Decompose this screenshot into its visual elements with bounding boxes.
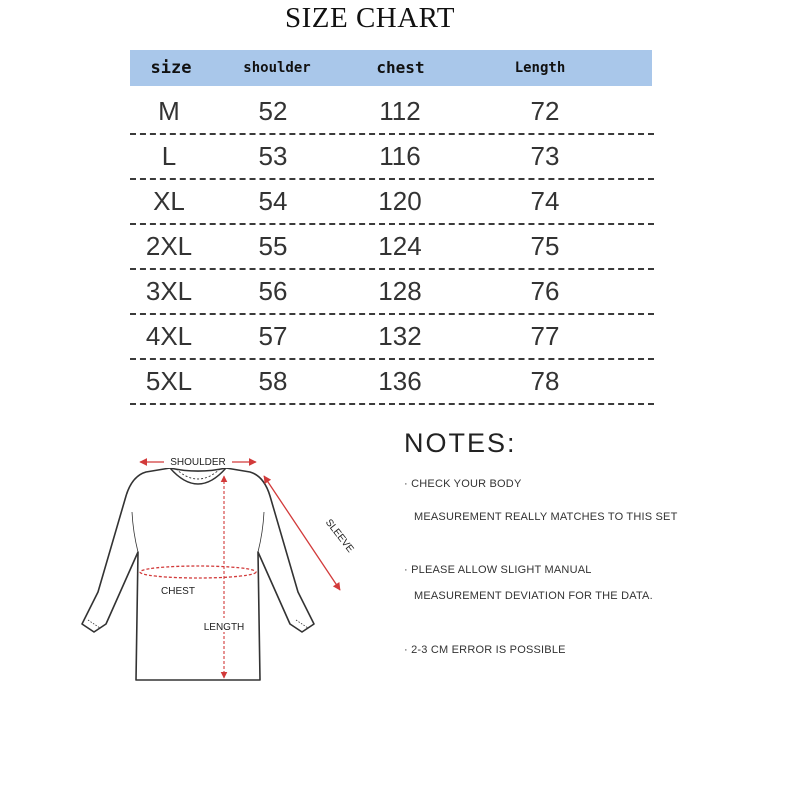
header-chest: chest — [376, 58, 425, 77]
table-row — [130, 180, 654, 225]
chest-cell: 124 — [378, 231, 422, 261]
chest-cell: 116 — [379, 141, 421, 171]
table-row — [130, 270, 654, 315]
chest-cell: 132 — [378, 321, 422, 351]
table-row — [130, 225, 654, 270]
header-shoulder: shoulder — [243, 60, 311, 76]
note-line: MEASUREMENT DEVIATION FOR THE DATA. — [414, 590, 653, 602]
length-cell: 74 — [530, 186, 560, 216]
shoulder-cell: 54 — [258, 186, 288, 216]
table-row — [130, 135, 654, 180]
shirt-measurement-diagram — [58, 442, 398, 704]
size-cell: 2XL — [145, 231, 193, 261]
note-line: · 2-3 CM ERROR IS POSSIBLE — [404, 644, 566, 656]
size-cell: XL — [153, 186, 185, 216]
notes-section — [404, 428, 794, 656]
notes-title: NOTES: — [404, 428, 517, 458]
shoulder-cell: 52 — [258, 96, 288, 126]
size-cell: L — [161, 141, 177, 171]
chest-cell: 128 — [378, 276, 422, 306]
note-line: MEASUREMENT REALLY MATCHES TO THIS SET — [414, 511, 678, 523]
length-cell: 77 — [530, 321, 560, 351]
size-table-body — [130, 90, 654, 405]
size-cell: 4XL — [145, 321, 193, 351]
length-cell: 78 — [530, 366, 560, 396]
shoulder-cell: 58 — [258, 366, 288, 396]
chest-measure-ellipse — [140, 566, 256, 578]
length-cell: 72 — [530, 96, 560, 126]
chest-label: CHEST — [161, 586, 195, 597]
size-cell: M — [158, 96, 180, 126]
size-cell: 3XL — [145, 276, 193, 306]
length-label: LENGTH — [203, 622, 245, 633]
table-row — [130, 90, 654, 135]
chest-cell: 112 — [379, 96, 421, 126]
note-line: · PLEASE ALLOW SLIGHT MANUAL — [404, 564, 592, 576]
sleeve-label: SLEEVE — [322, 517, 356, 555]
chest-cell: 120 — [378, 186, 422, 216]
chest-cell: 136 — [378, 366, 422, 396]
header-size: size — [150, 58, 192, 78]
table-row — [130, 315, 654, 360]
note-line: · CHECK YOUR BODY — [404, 478, 522, 490]
sleeve-measure-line — [264, 476, 340, 590]
shoulder-cell: 55 — [258, 231, 288, 261]
size-cell: 5XL — [145, 366, 193, 396]
shoulder-cell: 57 — [258, 321, 288, 351]
length-cell: 76 — [530, 276, 560, 306]
shoulder-cell: 56 — [258, 276, 288, 306]
table-header — [130, 50, 652, 86]
shoulder-cell: 53 — [258, 141, 288, 171]
shoulder-label: SHOULDER — [170, 457, 226, 468]
header-length: Length — [514, 60, 566, 76]
length-cell: 75 — [530, 231, 560, 261]
length-cell: 73 — [530, 141, 560, 171]
page-title: SIZE CHART — [284, 2, 455, 34]
table-row — [130, 360, 654, 405]
